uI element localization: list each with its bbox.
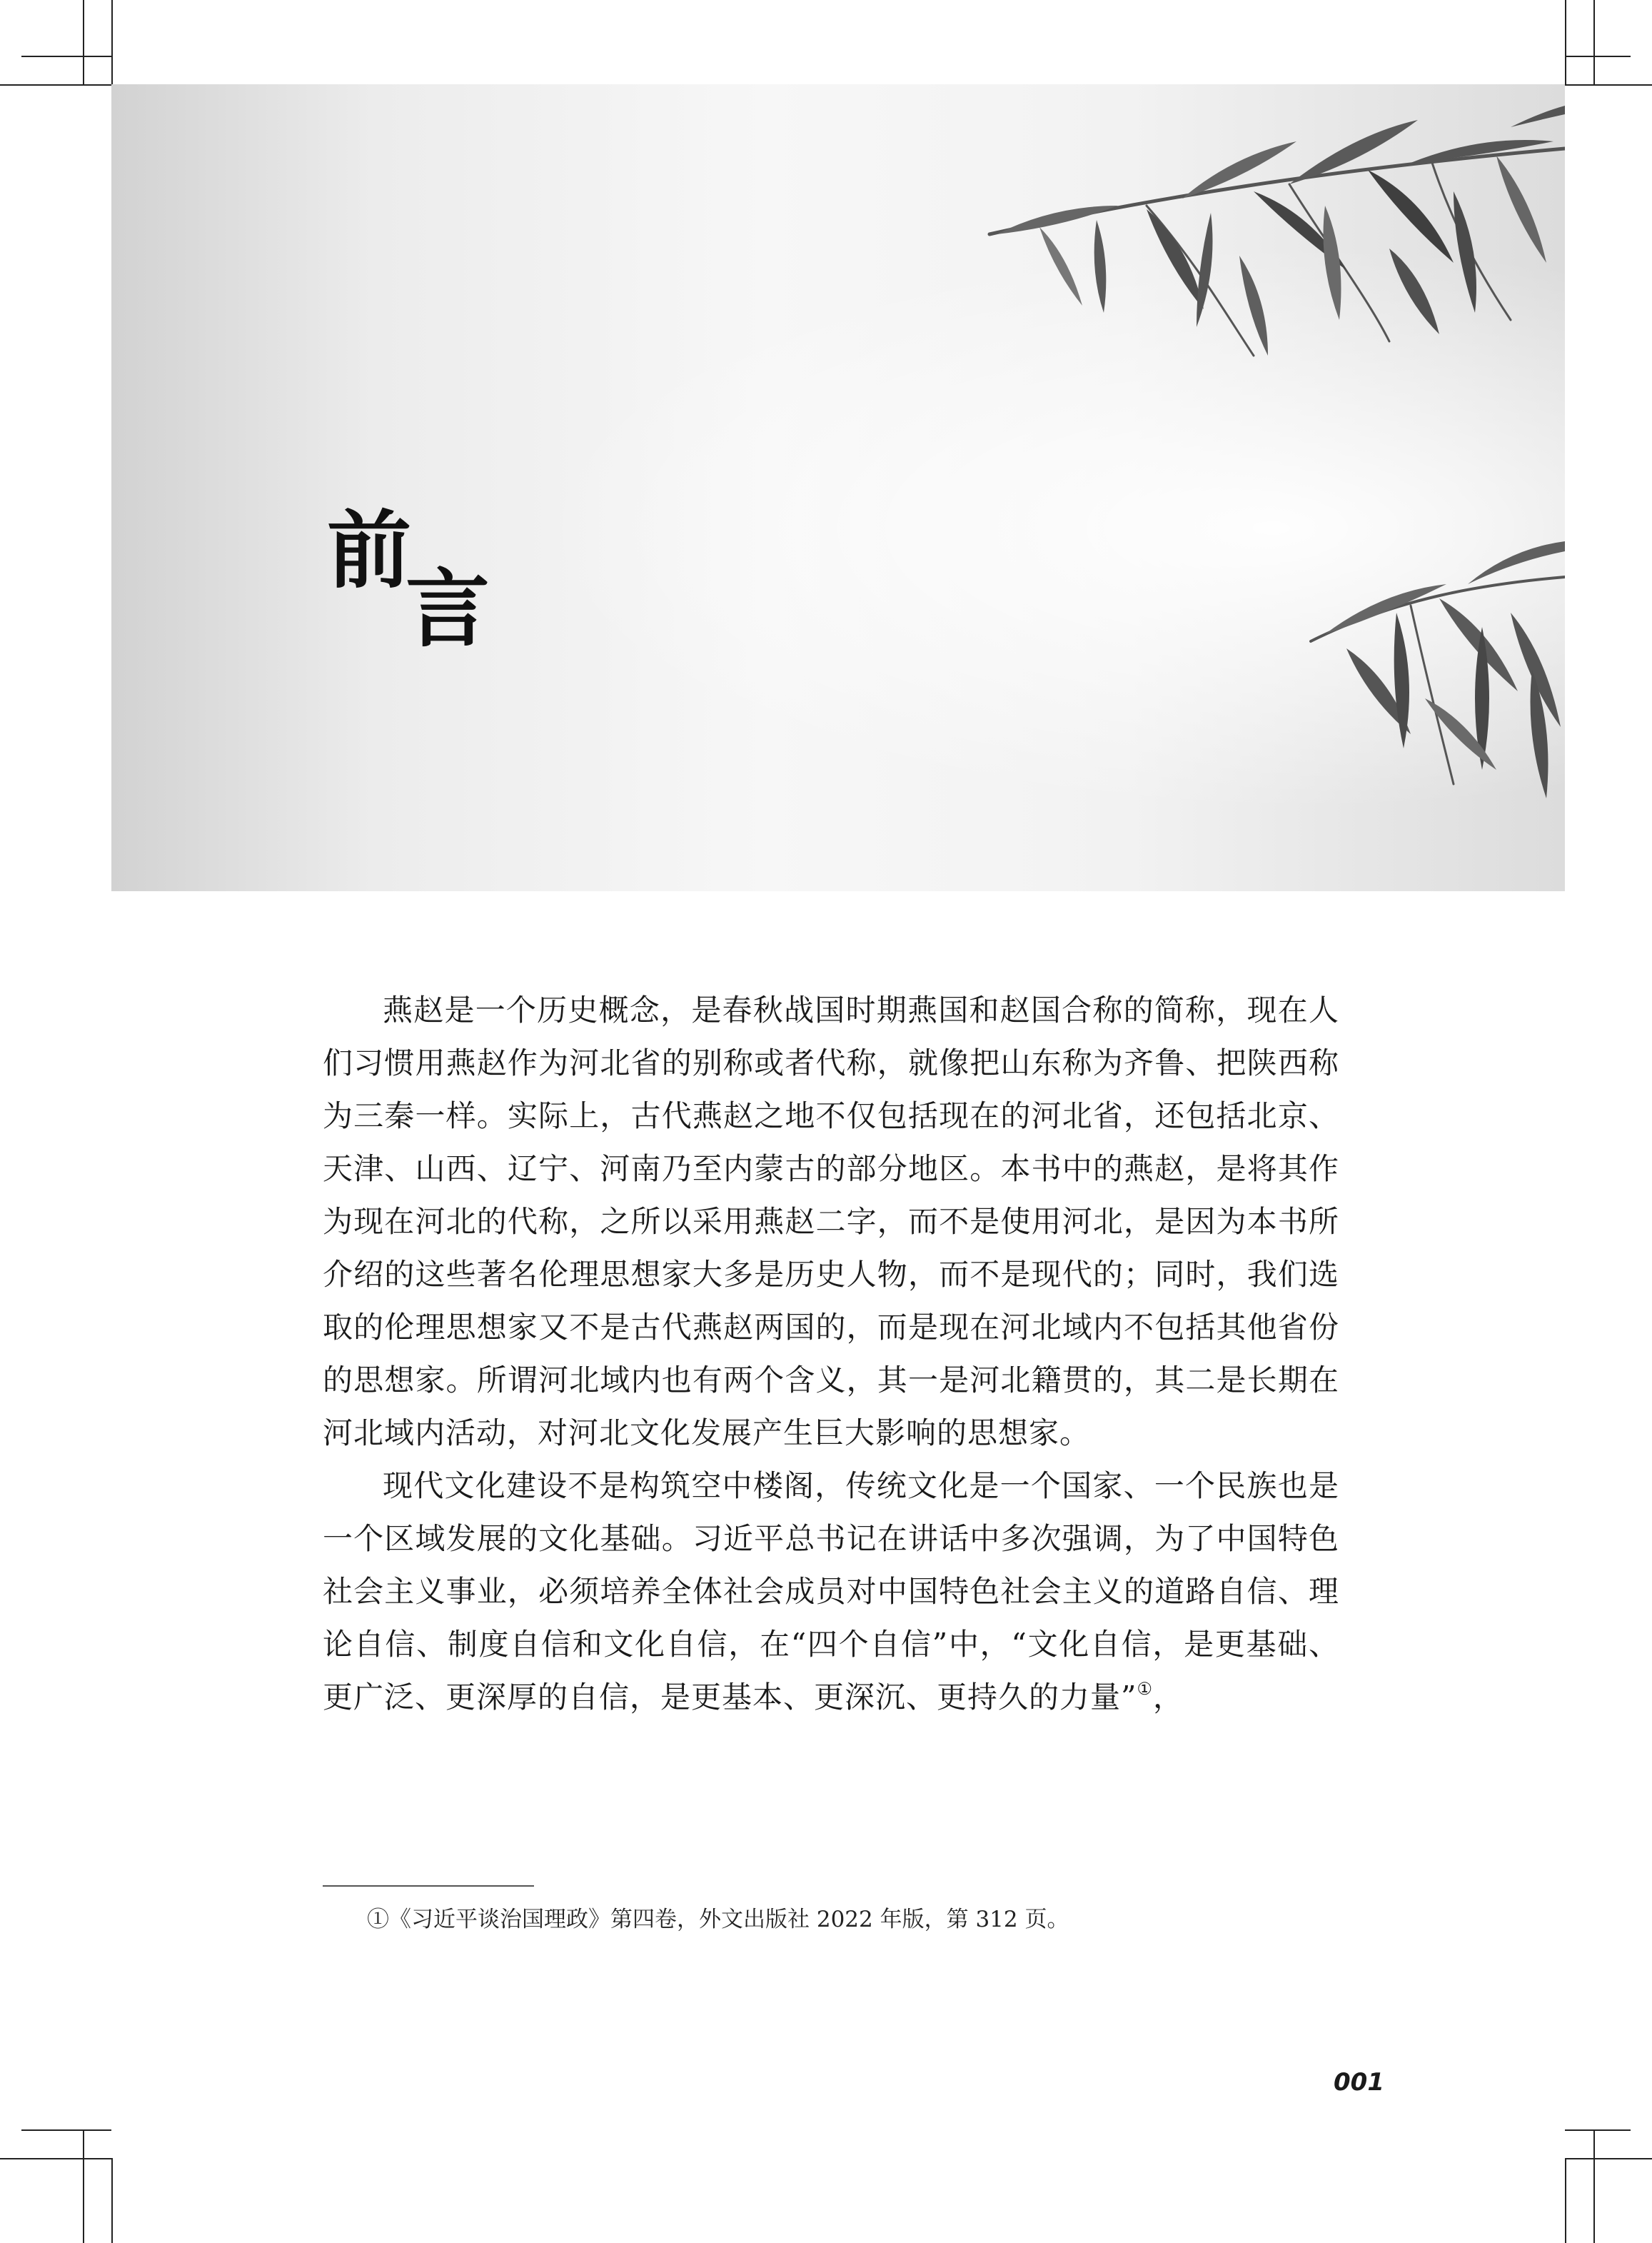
paragraph: [323, 1460, 1339, 1724]
crop-mark: [1593, 0, 1595, 84]
footnote-marker: ①: [1137, 1679, 1153, 1699]
paragraph-text: 现代文化建设不是构筑空中楼阁，传统文化是一个国家、一个民族也是一个区域发展的文化基础。习近平总书记在讲话中多次强调，为了中国特色社会主义事业，必须培养全体社会成员对中国特色社会主义的道路自信、理论自信、制度自信和文化自信，在“四个自信”中，“文化自信，是更基础、更广泛、更深厚的自信，是更基本、更深沉、更持久的力量”: [323, 1468, 1339, 1715]
title-char-qian: 前: [327, 501, 412, 600]
crop-mark: [1593, 2129, 1595, 2243]
crop-mark: [1565, 84, 1652, 86]
crop-mark: [83, 0, 84, 84]
crop-mark: [1565, 2129, 1631, 2131]
crop-mark: [1565, 2158, 1652, 2159]
crop-mark: [1565, 0, 1566, 84]
body-text: [323, 984, 1339, 1724]
crop-mark: [1565, 2158, 1566, 2243]
paragraph: 燕赵是一个历史概念，是春秋战国时期燕国和赵国合称的简称，现在人们习惯用燕赵作为河北省的别称或者代称，就像把山东称为齐鲁、把陕西称为三秦一样。实际上，古代燕赵之地不仅包括现在的河北省，还包括北京、天津、山西、辽宁、河南乃至内蒙古的部分地区。本书中的燕赵，是将其作为现在河北的代称，之所以采用燕赵二字，而不是使用河北，是因为本书所介绍的这些著名伦理思想家大多是历史人物，而不是现代的；同时，我们选取的伦理思想家又不是古代燕赵两国的，而是现在河北域内不包括其他省份的思想家。所谓河北域内也有两个含义，其一是河北籍贯的，其二是长期在河北域内活动，对河北文化发展产生巨大影响的思想家。: [323, 993, 1339, 1450]
footnote: ①《习近平谈治国理政》第四卷，外文出版社 2022 年版，第 312 页。: [367, 1907, 1069, 1932]
footnote-rule: [323, 1885, 534, 1887]
crop-mark: [0, 84, 111, 86]
crop-mark: [1565, 56, 1631, 57]
crop-mark: [111, 2158, 113, 2243]
crop-mark: [111, 0, 113, 84]
crop-mark: [0, 2158, 111, 2159]
bamboo-illustration: [111, 84, 1565, 891]
crop-mark: [21, 56, 111, 57]
page-number: 001: [1334, 2068, 1384, 2097]
crop-mark: [21, 2129, 111, 2131]
title-char-yan: 言: [406, 560, 490, 658]
header-bamboo-image: [111, 84, 1565, 891]
crop-mark: [83, 2129, 84, 2243]
paragraph-tail: ，: [1153, 1680, 1184, 1715]
